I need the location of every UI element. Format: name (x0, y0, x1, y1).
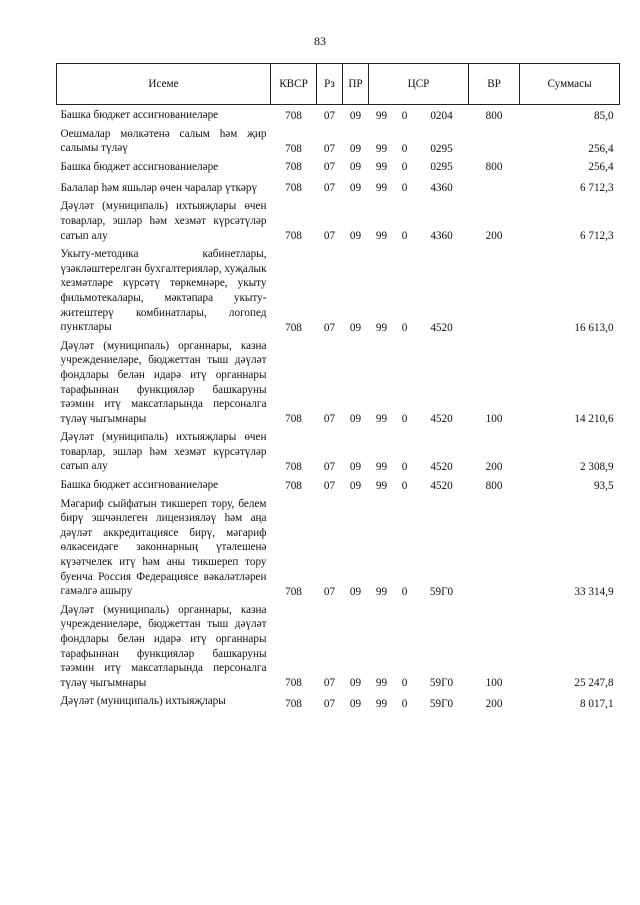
row-csr-2: 0 (401, 142, 408, 155)
row-name: Дәүләт (муниципаль) ихтыяҗлары өчен товарлар, эшләр һәм хезмәт күрсәтүләр сатып алу (60, 431, 267, 473)
header-sum: Суммасы (520, 64, 620, 105)
row-vr (469, 124, 520, 157)
row-name: Башка бюджет ассигнованиеләре (60, 479, 219, 492)
row-kvsr: 708 (285, 677, 302, 690)
row-kvsr: 708 (285, 161, 302, 174)
row-csr-1: 99 (375, 461, 388, 474)
row-csr-1: 99 (375, 182, 388, 195)
table-row (57, 691, 620, 712)
table-header-row (57, 64, 620, 105)
row-pr: 09 (349, 182, 362, 195)
row-csr-2: 0 (401, 585, 408, 598)
row-pr: 09 (349, 677, 362, 690)
row-rz: 07 (323, 461, 336, 474)
row-csr-2: 0 (401, 182, 408, 195)
row-csr-2: 0 (401, 698, 408, 711)
row-rz: 07 (323, 413, 336, 426)
row-rz: 07 (323, 677, 336, 690)
header-csr: ЦСР (369, 64, 469, 105)
row-csr-2: 0 (401, 109, 408, 122)
row-csr-2: 0 (401, 677, 408, 690)
header-rz: Рз (317, 64, 343, 105)
row-name: Дәүләт (муниципаль) ихтыяҗлары (60, 695, 226, 708)
row-pr: 09 (349, 461, 362, 474)
row-csr-3: 4360 (430, 230, 453, 243)
row-name: Башка бюджет ассигнованиеләре (60, 109, 219, 121)
row-vr: 800 (485, 161, 503, 174)
row-csr-1: 99 (375, 479, 388, 492)
row-vr: 800 (485, 479, 503, 492)
row-rz: 07 (323, 585, 336, 598)
row-name: Мәгариф сыйфатын тикшереп тору, белем бирү эшчәнлеген лицензияләү һәм аңа дәүләт аккредитациясе бирү, мәгариф өлкәсеидәге законнарның үтәлешенә күзәтчелек итү һәм аны тикшереп тору буенча Россия Федерациясе вәкаләтләрен гамәлгә ашыру (60, 497, 267, 598)
row-name: Дәүләт (муниципаль) органнары, казна учреждениеләре, бюджеттан тыш дәүләт фондлары белән идарә итү органнары тарафыннан функцияләр башкаруны тәэмин итү максатларында персоналга түләү чыгымнары (60, 603, 267, 689)
row-rz: 07 (323, 182, 336, 195)
row-kvsr: 708 (285, 413, 302, 426)
header-vr: ВР (469, 64, 520, 105)
row-kvsr: 708 (285, 698, 302, 711)
header-kvsr: КВСР (271, 64, 317, 105)
row-rz: 07 (323, 321, 336, 334)
table-row (57, 105, 620, 124)
row-sum: 85,0 (593, 109, 614, 122)
row-sum: 2 308,9 (579, 461, 614, 474)
row-csr-2: 0 (401, 413, 408, 426)
row-name: Балалар һәм яшьләр өчен чаралар үткәрү (60, 181, 258, 194)
row-csr-1: 99 (375, 142, 388, 155)
row-sum: 256,4 (588, 142, 614, 155)
row-csr-1: 99 (375, 161, 388, 174)
row-sum: 14 210,6 (574, 413, 614, 426)
row-vr: 800 (485, 109, 503, 122)
row-csr-1: 99 (375, 677, 388, 690)
row-kvsr: 708 (285, 321, 302, 334)
row-csr-1: 99 (375, 109, 388, 122)
row-vr: 200 (485, 461, 503, 474)
row-vr: 200 (485, 698, 503, 711)
table-row (57, 124, 620, 157)
row-csr-2: 0 (401, 479, 408, 492)
row-csr-3: 4520 (430, 479, 453, 492)
row-rz: 07 (323, 230, 336, 243)
row-kvsr: 708 (285, 479, 302, 492)
row-csr-3: 59Г0 (429, 677, 454, 690)
row-csr-3: 4520 (430, 413, 453, 426)
row-pr: 09 (349, 161, 362, 174)
row-sum: 6 712,3 (579, 230, 614, 243)
row-sum: 8 017,1 (579, 698, 614, 711)
row-csr-1: 99 (375, 230, 388, 243)
header-pr: ПР (343, 64, 369, 105)
table-row (57, 175, 620, 196)
row-csr-3: 4360 (430, 182, 453, 195)
table-row (57, 494, 620, 600)
table-row (57, 244, 620, 336)
row-csr-1: 99 (375, 413, 388, 426)
row-kvsr: 708 (285, 109, 302, 122)
row-rz: 07 (323, 479, 336, 492)
row-sum: 25 247,8 (574, 677, 614, 690)
row-sum: 93,5 (593, 479, 614, 492)
row-csr-3: 0204 (430, 109, 453, 122)
row-name: Башка бюджет ассигнованиеләре (60, 160, 219, 173)
row-name: Дәүләт (муниципаль) ихтыяҗлары өчен товарлар, эшләр һәм хезмәт күрсәтүләр сатып алу (60, 200, 267, 242)
table-row (57, 600, 620, 692)
row-name: Оешмалар мөлкәтенә салым һәм җир салымы түләү (60, 127, 267, 155)
row-rz: 07 (323, 142, 336, 155)
page-number: 83 (314, 34, 326, 48)
budget-table (56, 63, 620, 712)
row-vr (469, 494, 520, 600)
row-rz: 07 (323, 698, 336, 711)
table-row (57, 427, 620, 475)
row-kvsr: 708 (285, 461, 302, 474)
row-csr-1: 99 (375, 585, 388, 598)
row-rz: 07 (323, 109, 336, 122)
row-pr: 09 (349, 109, 362, 122)
table-row (57, 196, 620, 244)
row-vr: 100 (485, 413, 503, 426)
row-csr-2: 0 (401, 230, 408, 243)
row-sum: 256,4 (588, 161, 614, 174)
row-rz: 07 (323, 161, 336, 174)
row-pr: 09 (349, 585, 362, 598)
row-vr: 200 (485, 230, 503, 243)
row-kvsr: 708 (285, 230, 302, 243)
row-csr-3: 59Г0 (429, 698, 454, 711)
row-sum: 6 712,3 (579, 182, 614, 195)
row-pr: 09 (349, 413, 362, 426)
row-pr: 09 (349, 142, 362, 155)
row-pr: 09 (349, 321, 362, 334)
row-sum: 16 613,0 (574, 321, 614, 334)
row-sum: 33 314,9 (574, 585, 614, 598)
row-vr: 100 (485, 677, 503, 690)
row-csr-3: 4520 (430, 461, 453, 474)
row-kvsr: 708 (285, 142, 302, 155)
row-csr-3: 59Г0 (429, 585, 454, 598)
row-name: Дәүләт (муниципаль) органнары, казна учреждениеләре, бюджеттан тыш дәүләт фондлары белән идарә итү органнары тарафыннан функцияләр башкаруны тәэмин итү максатларында персоналга түләү чыгымнары (60, 339, 267, 425)
row-csr-3: 0295 (430, 142, 453, 155)
row-csr-2: 0 (401, 321, 408, 334)
row-kvsr: 708 (285, 585, 302, 598)
row-csr-3: 4520 (430, 321, 453, 334)
row-vr (469, 175, 520, 196)
header-name: Исеме (57, 64, 271, 105)
row-kvsr: 708 (285, 182, 302, 195)
row-csr-1: 99 (375, 321, 388, 334)
row-name: Укыту-методика кабинетлары, үзәкләштерелгән бухгалтерияләр, хуҗалык хезмәтләре күрсәтү төркемнәре, укыту фильмотекалары, мәктәпара укыту-житештерү комбинатлары, логопед пунктлары (60, 248, 267, 334)
table-row (57, 475, 620, 494)
row-pr: 09 (349, 479, 362, 492)
table-row (57, 157, 620, 176)
row-csr-1: 99 (375, 698, 388, 711)
row-vr (469, 244, 520, 336)
table-row (57, 336, 620, 428)
row-pr: 09 (349, 230, 362, 243)
row-csr-2: 0 (401, 461, 408, 474)
row-pr: 09 (349, 698, 362, 711)
row-csr-2: 0 (401, 161, 408, 174)
row-csr-3: 0295 (430, 161, 453, 174)
